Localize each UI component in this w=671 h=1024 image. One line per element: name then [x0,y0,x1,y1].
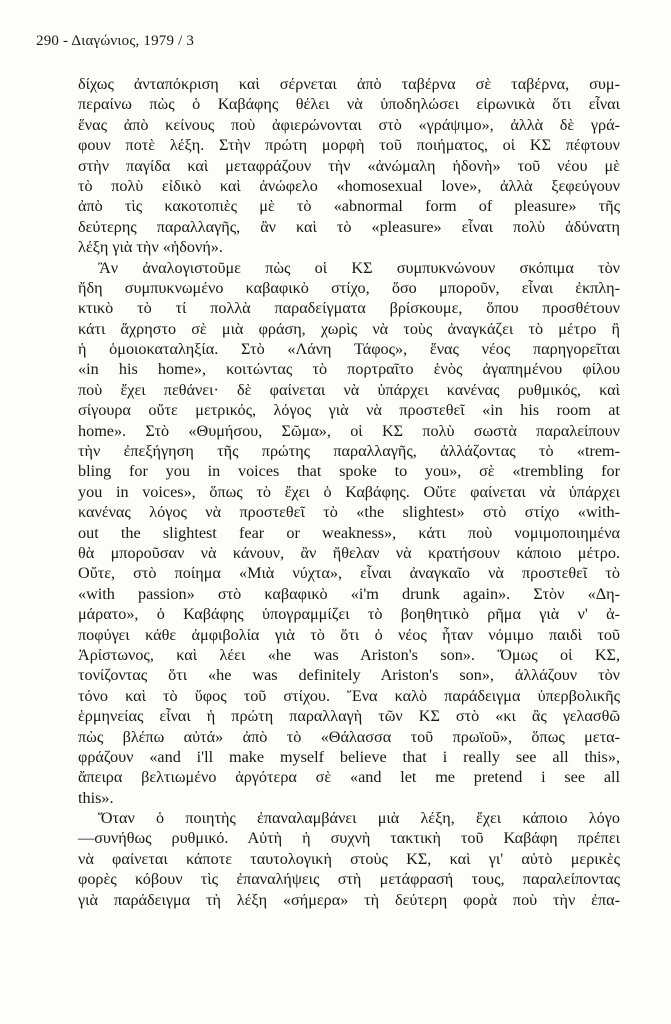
text-line: τόνο καὶ τὸ ὕφος τοῦ στίχου. Ἕνα καλὸ παράδειγμα ὑπερβολικῆς [78,686,620,705]
text-line: στὴν παγίδα καὶ μεταφράζουν τὴν «ἀνώμαλη ἡδονὴ» τοῦ νέου μὲ [78,156,620,175]
text-line: ποὺ ἔχει πεθάνει· δὲ φαίνεται νὰ ὑπάρχει κανένας ρυθμικός, καὶ [78,380,620,399]
text-line: home». Στὸ «Θυμήσου, Σῶμα», οἱ ΚΣ πολὺ σωστὰ παραλείπουν [78,421,620,440]
text-line: ἑρμηνείας εἶναι ἡ πρώτη παραλλαγὴ τῶν ΚΣ στὸ «κι ἂς γελασθῶ [78,707,620,726]
text-line: bling for you in voices that spoke to you», σὲ «trembling for [78,462,620,481]
running-header: 290 - Διαγώνιος, 1979 / 3 [36,33,195,49]
text-line: φράζουν «and i'll make myself believe that i really see all this», [78,747,620,766]
text-line: κανένας λόγος νὰ προστεθεῖ τὸ «the slightest» στὸ στίχο «with- [78,503,620,522]
text-line: Ἀρίστωνος, καὶ λέει «he was Ariston's son». Ὅμως οἱ ΚΣ, [78,645,620,664]
text-line: Ἂν ἀναλογιστοῦμε πὼς οἱ ΚΣ συμπυκνώνουν σκόπιμα τὸν [98,258,620,277]
text-line: σίγουρα οὔτε μετρικός, λόγος γιὰ νὰ προστεθεῖ «in his room at [78,401,620,420]
paragraph-3 [78,808,620,910]
body-text [78,74,620,910]
text-line: you in voices», ὅπως τὸ ἔχει ὁ Καβάφης. Οὔτε φαίνεται νὰ ὑπάρχει [78,482,620,501]
text-line: νὰ φαίνεται κάποτε ταυτολογικὴ στοὺς ΚΣ, καὶ γι' αὐτὸ μερικὲς [78,849,620,868]
text-line: τονίζοντας ὅτι «he was definitely Ariston's son», ἀλλάζουν τὸν [78,666,620,685]
text-line: δίχως ἀνταπόκριση καὶ σέρνεται ἀπὸ ταβέρνα σὲ ταβέρνα, συμ- [78,75,620,93]
text-line: «in his home», κοιτώντας τὸ πορτραῖτο ἑνὸς ἀγαπημένου φίλου [78,360,620,379]
paragraph-2 [78,258,620,809]
text-line: δεύτερης παραλλαγῆς, ἂν καὶ τὸ «pleasure» εἶναι πολὺ ἀδύνατη [78,217,620,236]
text-line: ἄπειρα βελτιωμένο ἀργότερα σὲ «and let me pretend i see all [78,768,620,787]
text-line: μάρατο», ὁ Καβάφης ὑπογραμμίζει τὸ βοηθητικὸ ρῆμα γιὰ ν' ἀ- [78,605,620,624]
text-line: ἡ ὁμοιοκαταληξία. Στὸ «Λάνη Τάφος», ἕνας νέος παρηγορεῖται [78,340,620,359]
text-line: γιὰ παράδειγμα τὴ λέξη «σήμερα» τὴ δεύτερη φορὰ ποὺ τὴν ἐπα- [78,890,620,909]
text-line: φορὲς κόβουν τὶς ἐπαναλήψεις στὴ μετάφρασή τους, παραλείποντας [78,870,620,889]
text-line: κτικὸ τὸ τί πολλὰ παραδείγματα βρίσκουμε, ὅπου προσθέτουν [78,299,620,318]
text-line: «with passion» στὸ καβαφικὸ «i'm drunk again». Στὸν «Δη- [78,584,620,603]
text-line: this». [78,788,114,807]
text-line: Οὔτε, στὸ ποίημα «Μιὰ νύχτα», εἶναι ἀναγκαῖο νὰ προστεθεῖ τὸ [78,564,620,583]
text-line: ἀπὸ τὶς κακοτοπιὲς μὲ τὸ «abnormal form of pleasure» τῆς [78,197,620,216]
text-line: ἕνας ἀπὸ κείνους ποὺ ἀφιερώνονται στὸ «γράψιμο», ἀλλὰ δὲ γρά- [78,115,620,134]
text-line: ποφύγει κάθε ἀμφιβολία γιὰ τὸ ὅτι ὁ νέος ἦταν νόμιμο παιδὶ τοῦ [78,625,620,644]
text-line: Ὅταν ὁ ποιητὴς ἐπαναλαμβάνει μιὰ λέξη, ἔχει κάποιο λόγο [98,809,620,828]
text-line: φουν ποτὲ λέξη. Στὴν πρώτη μορφὴ τοῦ ποιήματος, οἱ ΚΣ πέφτουν [78,136,620,155]
text-line: —συνήθως ρυθμικό. Αὐτὴ ἡ συχνὴ τακτικὴ τοῦ Καβάφη πρέπει [78,829,620,848]
text-line: out the slightest fear or weakness», κάτι ποὺ νομιμοποιημένα [78,523,620,542]
text-line: ἤδη συμπυκνωμένο καβαφικὸ στίχο, ὅσο μποροῦν, εἶναι ἐκπλη- [78,278,620,297]
text-line: θὰ μποροῦσαν νὰ κάνουν, ἂν ἤθελαν νὰ κρατήσουν κάποιο μέτρο. [78,543,620,562]
text-line: κάτι ἄχρηστο σὲ μιὰ φράση, χωρὶς νὰ τοὺς ἀναγκάζει τὸ μέτρο ἢ [78,319,620,338]
text-line: πὼς βλέπω αὐτά» ἀπὸ τὸ «Θάλασσα τοῦ πρωϊοῦ», ὅπως μετα- [78,727,620,746]
text-line: περαίνω πὼς ὁ Καβάφης θέλει νὰ ὑποδηλώσει εἰρωνικὰ ὅτι εἶναι [78,95,620,114]
text-line: τὸ πολὺ εἰδικὸ καὶ ἀνώφελο «homosexual love», ἀλλὰ ξεφεύγουν [78,176,620,195]
text-line: τὴν ἐπεξήγηση τῆς πρώτης παραλλαγῆς, ἀλλάζοντας τὸ «trem- [78,442,620,461]
text-line: λέξη γιὰ τὴν «ἡδονή». [78,238,223,257]
paragraph-1 [78,74,620,258]
